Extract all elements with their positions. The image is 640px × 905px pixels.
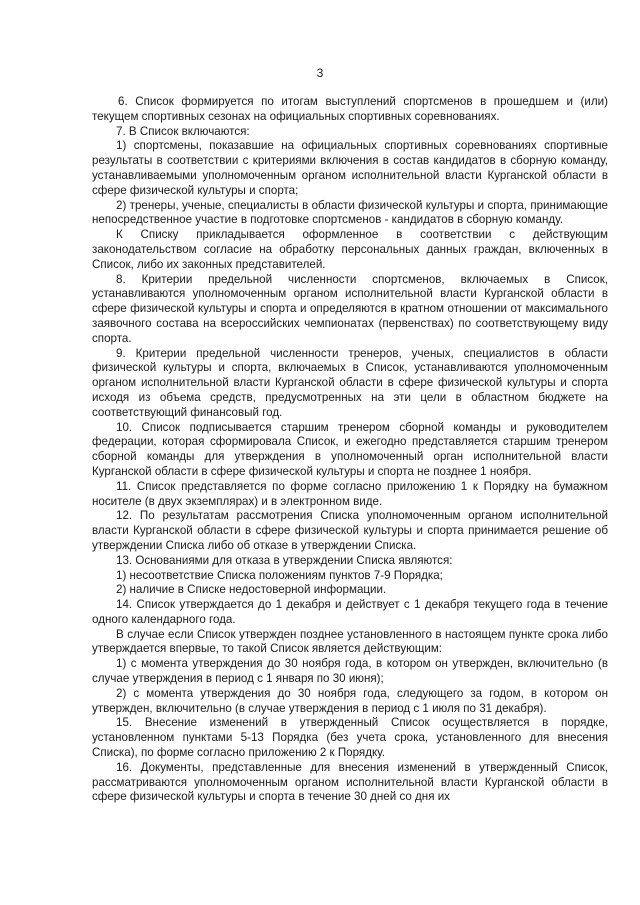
paragraph-14-item-2: 2) с момента утверждения до 30 ноября года, следующего за годом, в котором он утвержден, включительно (в случае утверждения в период с 1 июля по 31 декабря). <box>92 686 608 715</box>
paragraph-13: 13. Основаниями для отказа в утверждении Списка являются: <box>116 553 453 567</box>
paragraph-11: 11. Список представляется по форме согласно приложению 1 к Порядку на бумажном носителе (в двух экземплярах) и в электронном виде. <box>92 479 608 508</box>
paragraph-13-item-1: 1) несоответствие Списка положениям пунктов 7-9 Порядка; <box>116 568 443 582</box>
paragraph-14-item-1: 1) с момента утверждения до 30 ноября года, в котором он утвержден, включительно (в случае утверждения в период с 1 января по 30 июня); <box>92 657 608 686</box>
paragraph-7: 7. В Список включаются: <box>116 124 250 138</box>
paragraph-14: 14. Список утверждается до 1 декабря и действует с 1 декабря текущего года в течение одного календарного года. <box>92 598 608 626</box>
paragraph-15: 15. Внесение изменений в утвержденный Список осуществляется в порядке, установленном пунктами 5-13 Порядка (без учета срока, установленного для внесения Списка), по форме согласно приложению 2 к Порядку. <box>92 716 608 760</box>
paragraph-16: 16. Документы, представленные для внесения изменений в утвержденный Список, рассматриваются уполномоченным органом исполнительной власти Курганской области в сфере физической культуры и спорта в течение 30 дней со дня их <box>92 760 608 804</box>
paragraph-9: 9. Критерии предельной численности тренеров, ученых, специалистов в области физической культуры и спорта, включаемых в Список, устанавливаются уполномоченным органом исполнительной власти Курганской области в сфере физической культуры и спорта исходя из объема средств, предусмотренных на эти цели в областном бюджете на соответствующий финансовый год. <box>92 346 608 419</box>
page-number: 3 <box>316 66 324 80</box>
document-body <box>92 95 608 805</box>
paragraph-13-item-2: 2) наличие в Списке недостоверной информации. <box>116 583 387 597</box>
paragraph-consent: К Списку прикладывается оформленное в соответствии с действующим законодательством согласие на обработку персональных данных граждан, включенных в Список, либо их законных представителей. <box>92 228 608 271</box>
paragraph-14-case: В случае если Список утвержден позднее установленного в настоящем пункте срока либо утверждается впервые, то такой Список является действующим: <box>92 627 608 656</box>
paragraph-6: 6. Список формируется по итогам выступлений спортсменов в прошедшем и (или) текущем спортивных сезонах на официальных спортивных соревнованиях. <box>92 95 608 123</box>
paragraph-7-item-1: 1) спортсмены, показавшие на официальных спортивных соревнованиях спортивные результаты в соответствии с критериями включения в состав кандидатов в сборную команду, устанавливаемыми уполномоченным органом исполнительной власти Курганской области в сфере физической культуры и спорта; <box>92 139 608 197</box>
paragraph-7-item-2: 2) тренеры, ученые, специалисты в области физической культуры и спорта, принимающие непосредственное участие в подготовке спортсменов - кандидатов в сборную команду. <box>92 198 608 227</box>
paragraph-12: 12. По результатам рассмотрения Списка уполномоченным органом исполнительной власти Курганской области в сфере физической культуры и спорта принимается решение об утверждении Списка либо об отказе в утверждении Списка. <box>92 509 608 552</box>
paragraph-8: 8. Критерии предельной численности спортсменов, включаемых в Список, устанавливаются уполномоченным органом исполнительной власти Курганской области в сфере физической культуры и спорта и определяются в кратном отношении от максимального заявочного состава на всероссийских чемпионатах (первенствах) по соответствующему виду спорта. <box>92 272 608 345</box>
paragraph-10: 10. Список подписывается старшим тренером сборной команды и руководителем федерации, которая сформировала Список, и ежегодно представляется старшим тренером сборной команды для утверждения в уполномоченный орган исполнительной власти Курганской области в сфере физической культуры и спорта не позднее 1 ноября. <box>92 420 608 478</box>
